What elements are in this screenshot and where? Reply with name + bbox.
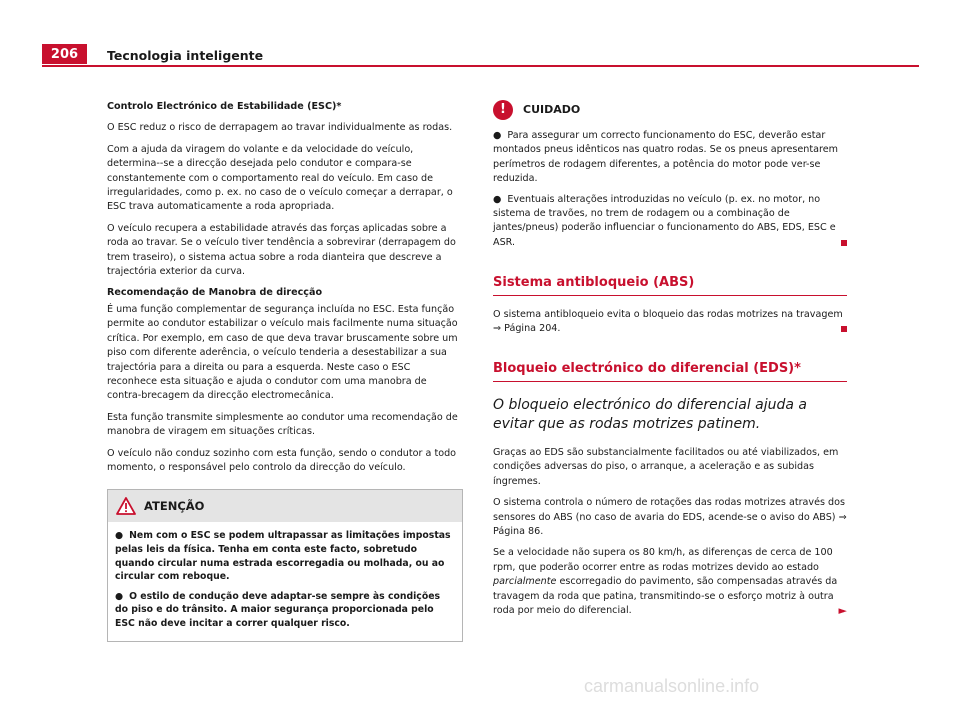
eds-text: escorregadio do pavimento, são compensadas através da travagem da roda que patina, transmitindo-se o esforço motriz à outra roda por meio do diferencial. (493, 576, 838, 616)
esc-paragraph: O veículo não conduz sozinho com esta função, sendo o condutor a todo momento, o responsável pelo controlo da direcção do veículo. (107, 447, 457, 473)
eds-lead: O bloqueio electrónico do diferencial ajuda a evitar que as rodas motrizes patinem. (493, 396, 807, 432)
page-number: 206 (42, 44, 87, 64)
caution-header (493, 97, 847, 123)
esc-paragraph: O veículo recupera a estabilidade através das forças aplicadas sobre a roda ao travar. Se o veículo tiver tendência a sobrevirar (derrapagem do trem traseiro), o sistema actua sobre a roda dianteira que descreve a trajectória exterior da curva. (107, 222, 456, 278)
eds-paragraph: O sistema controla o número de rotações das rodas motrizes através dos sensores do ABS (no caso de avaria do EDS, acende-se o aviso do ABS) ⇒ Página 86. (493, 497, 847, 537)
eds-paragraph: Graças ao EDS são substancialmente facilitados ou até viabilizados, em condições adversas do piso, o arranque, a aceleração e as subidas íngremes. (493, 446, 839, 487)
watermark: carmanualsonline.info (584, 676, 760, 696)
caution-bullet (493, 129, 847, 187)
esc-heading: Controlo Electrónico de Estabilidade (ESC)* (107, 101, 342, 112)
esc-paragraph: Esta função transmite simplesmente ao condutor uma recomendação de manobra de viragem em situações críticas. (107, 411, 458, 438)
abs-section-heading: Sistema antibloqueio (ABS) (493, 276, 847, 295)
caution-bullet-text: Eventuais alterações introduzidas no veículo (p. ex. no motor, no sistema de travões, no trem de rodagem ou a combinação de jantes/pneus) poderão influenciar o funcionamento do ABS, EDS, ESC e ASR. (493, 193, 836, 248)
bullet-icon: ● (115, 590, 124, 602)
warning-triangle-icon (116, 497, 136, 515)
caution-bullet-text: Para assegurar um correcto funcionamento do ESC, deverão estar montados pneus idênticos nas quatro rodas. Se os pneus apresentarem perímetros de rodagem diferentes, a potência do motor pode ver-se reduzida. (493, 130, 839, 185)
steering-recommendation-heading: Recomendação de Manobra de direcção (107, 287, 323, 299)
esc-paragraph: O ESC reduz o risco de derrapagem ao travar individualmente as rodas. (107, 122, 453, 134)
warning-bullet (115, 529, 455, 583)
page-header-title: Tecnologia inteligente (107, 48, 264, 63)
warning-title: ATENÇÃO (144, 499, 205, 514)
esc-paragraph: Com a ajuda da viragem do volante e da velocidade do veículo, determina--se a direcção desejada pelo condutor e compara-se constantemente com o comportamento real do veículo. Em caso de irregularidades, como p. ex. no caso de o veículo começar a derrapar, o ESC trava automaticamente a roda apropriada. (107, 143, 453, 213)
section-end-marker-icon (841, 240, 847, 246)
abs-paragraph (493, 308, 847, 337)
section-end-marker-icon (841, 326, 847, 332)
caution-title: CUIDADO (523, 102, 581, 116)
caution-icon: ! (493, 100, 513, 120)
eds-section-heading: Bloqueio electrónico do diferencial (EDS)* (493, 362, 847, 381)
continue-arrow-icon: ► (838, 603, 847, 617)
left-column (107, 100, 463, 642)
caution-bullet (493, 193, 847, 251)
esc-paragraph: É uma função complementar de segurança incluída no ESC. Esta função permite ao condutor estabilizar o veículo mais facilmente numa situação crítica. Por exemplo, em caso de que deva travar bruscamente sobre um piso com diferente aderência, o veículo tenderia a desestabilizar a sua trajectória para a direita ou para a esquerda. Neste caso o ESC reconhece esta situação e ajuda o condutor com uma manobra de contra-brecagem da direcção electromecânica. (107, 303, 458, 402)
right-column (493, 97, 847, 625)
abs-text: O sistema antibloqueio evita o bloqueio das rodas motrizes na travagem ⇒ Página 204. (493, 308, 843, 335)
warning-bullet-text: Nem com o ESC se podem ultrapassar as limitações impostas pelas leis da física. Tenha em conta este facto, sobretudo quando circular numa estrada escorregadia ou molhada, ou ao circular com reboque. (115, 530, 451, 583)
bullet-icon: ● (493, 130, 502, 141)
eds-text: Se a velocidade não supera os 80 km/h, as diferenças de cerca de 100 rpm, que poderão ocorrer entre as rodas motrizes devido ao estado (493, 547, 833, 573)
warning-bullet-text: O estilo de condução deve adaptar-se sempre às condições do piso e do trânsito. A maior segurança proporcionada pelo ESC não deve incitar a correr qualquer risco. (115, 590, 441, 629)
warning-header (108, 490, 462, 522)
warning-box (107, 489, 463, 641)
bullet-icon: ● (115, 530, 124, 542)
bullet-icon: ● (493, 193, 502, 205)
header-divider (42, 65, 919, 67)
eds-italic-text: parcialmente (493, 576, 557, 588)
eds-paragraph (493, 546, 847, 618)
warning-bullet (115, 590, 455, 631)
warning-body (108, 522, 462, 640)
